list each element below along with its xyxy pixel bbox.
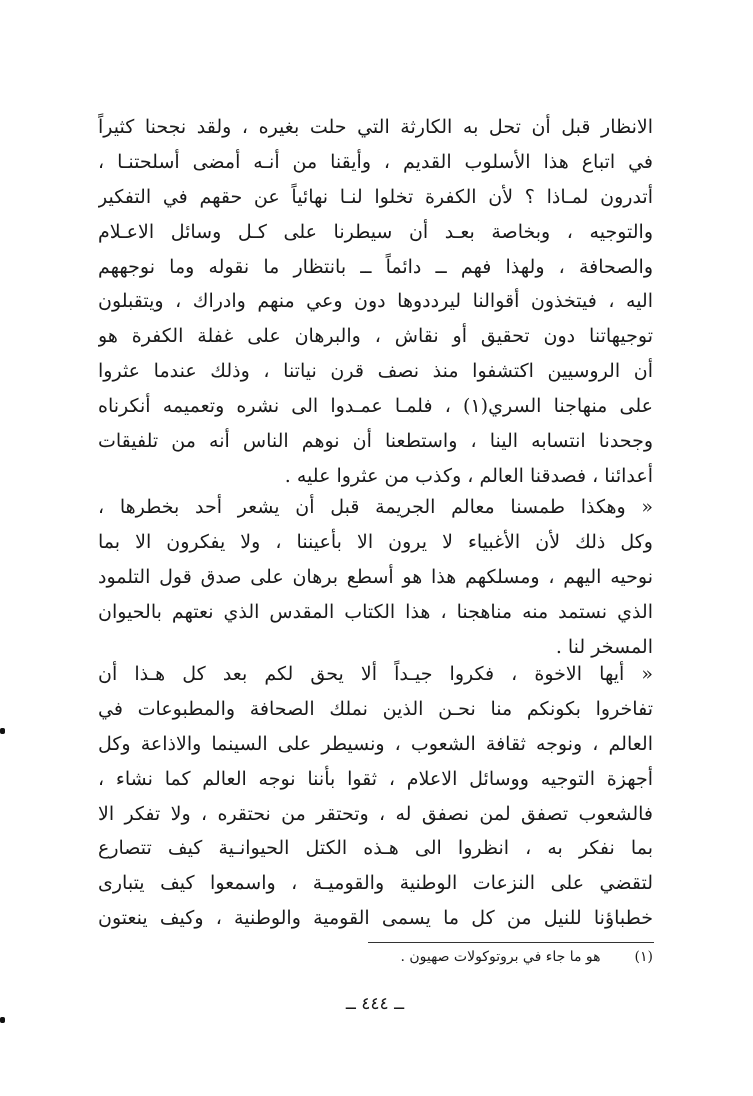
text-line: « وهكذا طمسنا معالم الجريمة قبل أن يشعر أحد بخطرها ، <box>98 496 653 518</box>
text-line: فالشعوب تصفق لمن نصفق له ، وتحتقر من نحتقره ، ولا تفكر الا <box>98 802 653 825</box>
text-line: على منهاجنا السري(١) ، فلمـا عمـدوا الى نشره وتعميمه أنكرناه <box>98 395 653 418</box>
text-line: أجهزة التوجيه ووسائل الاعلام ، ثقوا بأننا نوجه العالم كما نشاء ، <box>98 767 653 790</box>
text-line: الذي نستمد منه مناهجنا ، هذا الكتاب المقدس الذي نعتهم بالحيوان <box>98 600 653 623</box>
footnote-text: هو ما جاء في بروتوكولات صهيون . <box>400 949 601 965</box>
paragraph-1 <box>98 110 653 494</box>
paragraph-2 <box>98 490 653 664</box>
text-line: نوحيه اليهم ، ومسلكهم هذا هو أسطع برهان على صدق قول التلمود <box>98 565 653 588</box>
text-line: والتوجيه ، وبخاصة بعـد أن سيطرنا على كـل وسائل الاعـلام <box>98 220 653 243</box>
text-line: في اتباع هذا الأسلوب القديم ، وأيقنا من أنـه أمضى أسلحتنـا ، <box>98 150 653 173</box>
paragraph-3 <box>98 657 653 936</box>
text-line: اليه ، فيتخذون أقوالنا ليرددوها دون وعي منهم وادراك ، ويتقبلون <box>98 290 653 313</box>
text-line: « أيها الاخوة ، فكروا جيـداً ألا يحق لكم بعد كل هـذا أن <box>98 663 653 685</box>
text-line: تفاخروا بكونكم منا نحـن الذين نملك الصحافة والمطبوعات في <box>98 697 653 720</box>
text-line: العالم ، ونوجه ثقافة الشعوب ، ونسيطر على السينما والاذاعة وكل <box>98 732 653 755</box>
text-line: أتدرون لمـاذا ؟ لأن الكفرة تخلوا لنـا نهائياً عن حقهم في التفكير <box>98 185 653 208</box>
page-number: ــ ٤٤٤ ــ <box>345 994 405 1014</box>
scan-speck <box>0 728 5 734</box>
text-line: أعدائنا ، فصدقنا العالم ، وكذب من عثروا عليه . <box>284 464 653 487</box>
text-line: الانظار قبل أن تحل به الكارثة التي حلت بغيره ، ولقد نجحنا كثيراً <box>98 116 653 138</box>
footnote-divider <box>368 942 654 943</box>
text-line: بما نفكر به ، انظروا الى هـذه الكتل الحيوانـية كيف تتصارع <box>98 837 653 860</box>
text-line: خطباؤنا للنيل من كل ما يسمى القومية والوطنية ، وكيف ينعتون <box>98 907 653 930</box>
text-line: والصحافة ، ولهذا فهم ــ دائماً ــ بانتظار ما نقوله وما نوجههم <box>98 255 653 278</box>
text-line: لتقضي على النزعات الوطنية والقوميـة ، واسمعوا كيف يتبارى <box>98 872 653 895</box>
text-line: أن الروسيين اكتشفوا منذ نصف قرن نياتنا ، وذلك عندما عثروا <box>98 360 653 383</box>
text-line: وكل ذلك لأن الأغبياء لا يرون الا بأعيننا ، ولا يفكرون الا بما <box>98 530 653 553</box>
scan-speck <box>0 1017 5 1023</box>
text-line: توجيهاتنا دون تحقيق أو نقاش ، والبرهان على غفلة الكفرة هو <box>98 325 653 348</box>
text-line: المسخر لنا . <box>555 635 653 658</box>
footnote <box>400 947 653 967</box>
text-line: وجحدنا انتسابه الينا ، واستطعنا أن نوهم الناس أنه من تلفيقات <box>98 430 653 453</box>
footnote-marker: (١) <box>634 949 653 965</box>
